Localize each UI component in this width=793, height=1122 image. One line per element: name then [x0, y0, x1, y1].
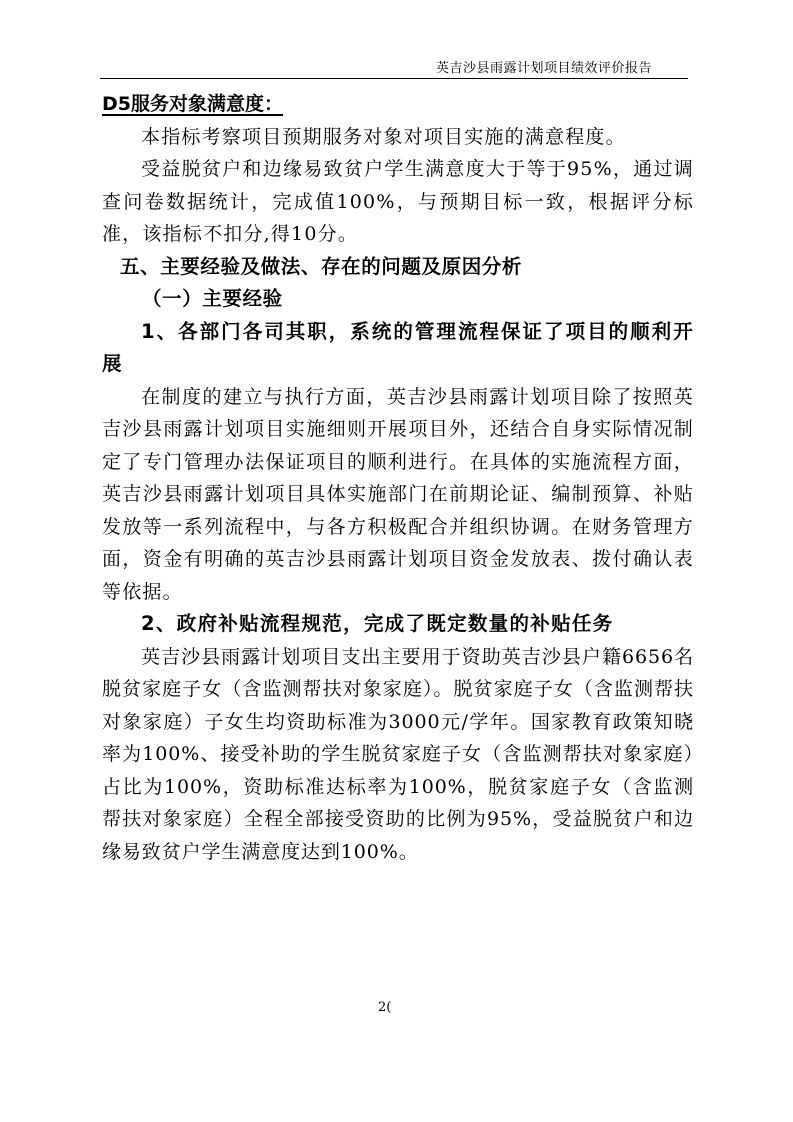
- d5-indicator-label: D5服务对象满意度：: [102, 93, 283, 115]
- item-1-paragraph: 在制度的建立与执行方面，英吉沙县雨露计划项目除了按照英吉沙县雨露计划项目实施细则开展项目外，还结合自身实际情况制定了专门管理办法保证项目的顺利进行。在具体的实施流程方面，英吉沙县雨露计划项目具体实施部门在前期论证、编制预算、补贴发放等一系列流程中，与各方积极配合并组织协调。在财务管理方面，资金有明确的英吉沙县雨露计划项目资金发放表、拨付确认表等依据。: [102, 385, 694, 603]
- d5-result-paragraph: 受益脱贫户和边缘易致贫户学生满意度大于等于95%，通过调查问卷数据统计，完成值100%，与预期目标一致，根据评分标准，该指标不扣分,得10分。: [102, 158, 694, 245]
- item-2-paragraph: 英吉沙县雨露计划项目支出主要用于资助英吉沙县户籍6656名脱贫家庭子女（含监测帮扶对象家庭）。脱贫家庭子女（含监测帮扶对象家庭）子女生均资助标准为3000元/学年。国家教育政策知晓率为100%、接受补助的学生脱贫家庭子女（含监测帮扶对象家庭）占比为100%，资助标准达标率为100%，脱贫家庭子女（含监测帮扶对象家庭）全程全部接受资助的比例为95%，受益脱贫户和边缘易致贫户学生满意度达到100%。: [102, 645, 694, 863]
- section-5-heading: 五、主要经验及做法、存在的问题及原因分析: [120, 254, 523, 278]
- item-2-heading: 2、政府补贴流程规范，完成了既定数量的补贴任务: [141, 612, 614, 635]
- header-divider: [100, 78, 688, 79]
- running-header: 英吉沙县雨露计划项目绩效评价报告: [436, 61, 653, 76]
- page-number: 2(: [378, 1000, 392, 1015]
- page-body: [102, 88, 694, 868]
- item-1-heading: 1、各部门各司其职，系统的管理流程保证了项目的顺利开展: [102, 319, 694, 375]
- subsection-main-experience-heading: （一）主要经验: [142, 287, 283, 310]
- d5-description: 本指标考察项目预期服务对象对项目实施的满意程度。: [141, 125, 626, 148]
